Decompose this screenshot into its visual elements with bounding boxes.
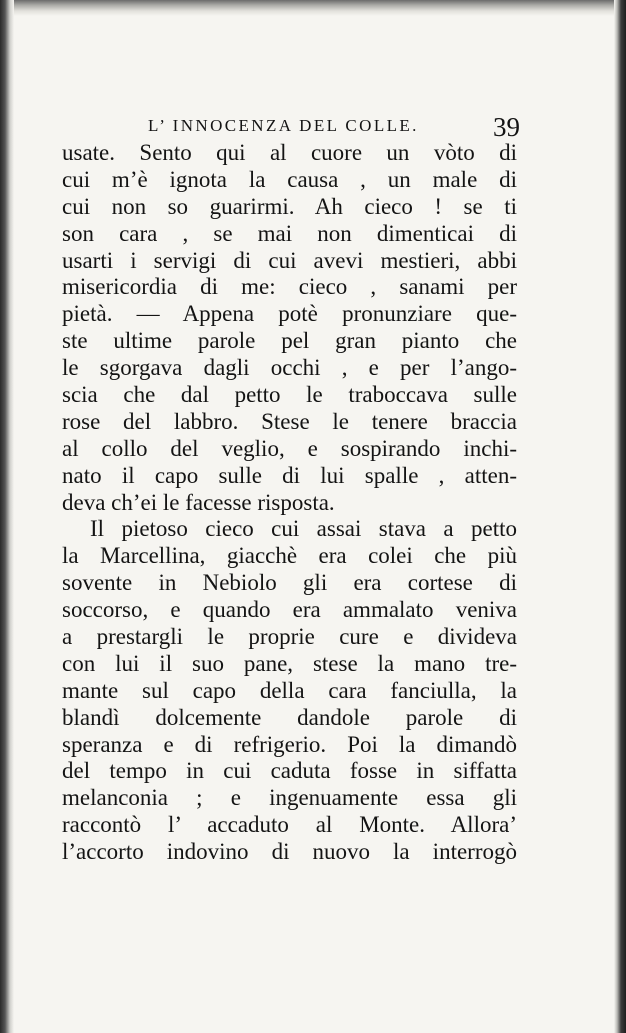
text-line: raccontò l’ accaduto al Monte. Allora’ [62, 812, 517, 838]
paragraph-first-line: Il pietoso cieco cui assai stava a petto [90, 516, 517, 542]
text-line: cui non so guarirmi. Ah cieco ! se ti [62, 193, 517, 219]
page-top-edge-shadow [0, 0, 626, 16]
text-line: del tempo in cui caduta fosse in siffatta [62, 758, 517, 784]
body-text [62, 140, 517, 866]
page-number: 39 [493, 112, 520, 142]
text-line: son cara , se mai non dimenticai di [62, 220, 517, 246]
text-line: ste ultime parole pel gran pianto che [62, 328, 517, 354]
paragraph-last-line: deva ch’ei le facesse risposta. [62, 489, 335, 515]
page-left-edge-shadow [0, 0, 14, 1033]
text-line: con lui il suo pane, stese la mano tre- [62, 650, 517, 676]
text-line: speranza e di refrigerio. Poi la dimandò [62, 731, 517, 757]
text-line: mante sul capo della cara fanciulla, la [62, 677, 517, 703]
text-line: scia che dal petto le traboccava sulle [62, 382, 517, 408]
text-line: usarti i servigi di cui avevi mestieri, abbi [62, 247, 517, 273]
text-line: usate. Sento qui al cuore un vòto di [62, 140, 517, 165]
text-line: cui m’è ignota la causa , un male di [62, 166, 517, 192]
text-line: al collo del veglio, e sospirando inchi- [62, 435, 517, 461]
running-head-title: L’ INNOCENZA DEL COLLE. [148, 116, 419, 135]
text-line: l’accorto indovino di nuovo la interrogò [62, 839, 517, 865]
text-line: a prestargli le proprie cure e divideva [62, 624, 517, 650]
text-line: pietà. — Appena potè pronunziare que- [62, 301, 517, 327]
text-line: rose del labbro. Stese le tenere braccia [62, 408, 517, 434]
page-right-edge-shadow [614, 0, 626, 1033]
text-line: melanconia ; e ingenuamente essa gli [62, 785, 517, 811]
text-line: la Marcellina, giacchè era colei che più [62, 543, 517, 569]
text-line: nato il capo sulle di lui spalle , atten- [62, 462, 517, 488]
text-line: misericordia di me: cieco , sanami per [62, 274, 517, 300]
text-line: soccorso, e quando era ammalato veniva [62, 597, 517, 623]
text-line: blandì dolcemente dandole parole di [62, 704, 517, 730]
text-line: le sgorgava dagli occhi , e per l’ango- [62, 355, 517, 381]
text-line: sovente in Nebiolo gli era cortese di [62, 570, 517, 596]
